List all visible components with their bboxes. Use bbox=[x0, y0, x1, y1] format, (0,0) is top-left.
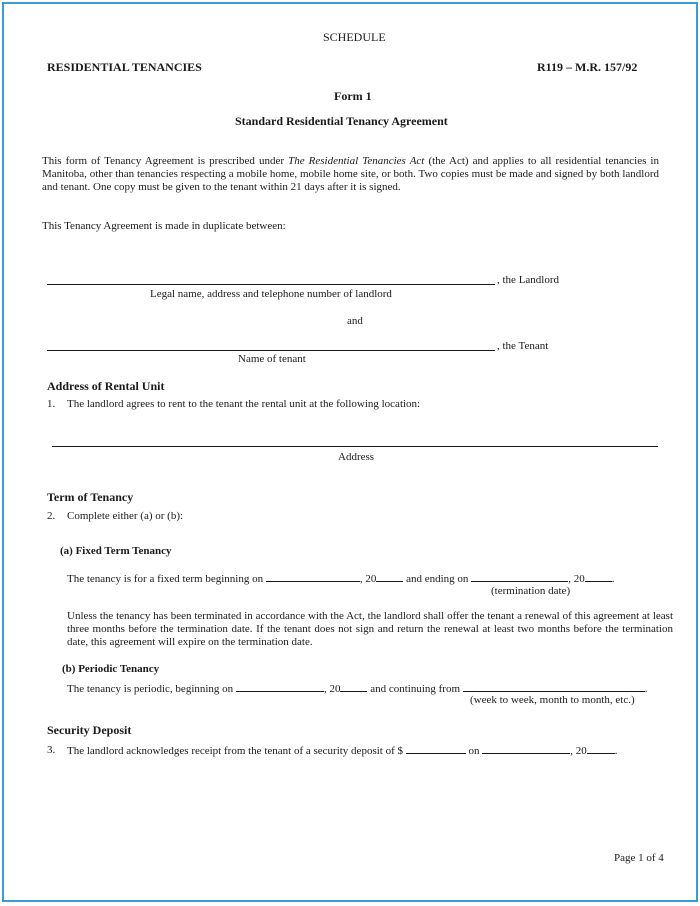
fixed-end-date-field[interactable] bbox=[471, 572, 568, 582]
page-number: Page 1 of 4 bbox=[614, 852, 664, 864]
clause-1-number: 1. bbox=[47, 398, 56, 410]
made-between-text: This Tenancy Agreement is made in duplicate between: bbox=[42, 220, 286, 232]
clause-2-number: 2. bbox=[47, 510, 56, 522]
fixed-term-line: The tenancy is for a fixed term beginning on , 20 and ending on , 20 . bbox=[67, 573, 615, 585]
clause-3-number: 3. bbox=[47, 744, 56, 756]
form-title: Standard Residential Tenancy Agreement bbox=[235, 114, 448, 128]
clause-1-text: The landlord agrees to rent to the tenant the rental unit at the following location: bbox=[67, 398, 421, 410]
form-number: Form 1 bbox=[334, 89, 372, 103]
deposit-amount-field[interactable] bbox=[406, 744, 466, 754]
periodic-start-date-field[interactable] bbox=[236, 682, 324, 692]
periodic-line: The tenancy is periodic, beginning on , 20 and continuing from . bbox=[67, 683, 648, 695]
deposit-line: The landlord acknowledges receipt from the tenant of a security deposit of $ on , 20 . bbox=[67, 745, 618, 757]
and-text: and bbox=[347, 315, 363, 327]
clause-2-instruction: Complete either (a) or (b): bbox=[67, 510, 184, 522]
termination-date-caption: (termination date) bbox=[491, 585, 571, 597]
deposit-date-field[interactable] bbox=[482, 744, 570, 754]
address-field[interactable] bbox=[52, 446, 658, 447]
landlord-caption: Legal name, address and telephone number of landlord bbox=[150, 288, 392, 300]
landlord-name-field[interactable] bbox=[47, 284, 495, 285]
fixed-start-date-field[interactable] bbox=[266, 572, 360, 582]
periodic-period-field[interactable] bbox=[463, 682, 645, 692]
act-name: The Residential Tenancies Act bbox=[288, 155, 425, 167]
intro-paragraph: This form of Tenancy Agreement is prescribed under The Residential Tenancies Act (the Act) and applies to all residential tenancies in Manitoba, other than tenancies respecting a mobile home, mobile home site, or both. Two copies must be made and signed by both landlord and tenant. One copy must be given to the tenant within 21 days after it is signed. bbox=[42, 155, 659, 193]
tenant-suffix: , the Tenant bbox=[497, 340, 549, 352]
schedule-label: SCHEDULE bbox=[323, 30, 386, 44]
regulation-number: R119 – M.R. 157/92 bbox=[537, 60, 638, 74]
deposit-heading: Security Deposit bbox=[47, 723, 132, 737]
deposit-year-field[interactable] bbox=[587, 744, 615, 754]
rental-unit-heading: Address of Rental Unit bbox=[47, 379, 165, 393]
tenant-caption: Name of tenant bbox=[238, 353, 306, 365]
periodic-heading: (b) Periodic Tenancy bbox=[62, 663, 160, 675]
renewal-paragraph: Unless the tenancy has been terminated in accordance with the Act, the landlord shall offer the tenant a renewal of this agreement at least three months before the termination date. If the tenant does not sign and return the renewal at least two months before the termination date, this agreement will expire on the termination date. bbox=[67, 610, 673, 648]
fixed-start-year-field[interactable] bbox=[376, 572, 403, 582]
fixed-end-year-field[interactable] bbox=[585, 572, 612, 582]
tenant-name-field[interactable] bbox=[47, 350, 495, 351]
periodic-caption: (week to week, month to month, etc.) bbox=[470, 694, 635, 706]
term-heading: Term of Tenancy bbox=[47, 490, 134, 504]
address-caption: Address bbox=[338, 451, 375, 463]
fixed-term-heading: (a) Fixed Term Tenancy bbox=[60, 545, 172, 557]
act-title: RESIDENTIAL TENANCIES bbox=[47, 60, 202, 74]
document-page bbox=[2, 2, 698, 902]
landlord-suffix: , the Landlord bbox=[497, 274, 560, 286]
periodic-start-year-field[interactable] bbox=[340, 682, 367, 692]
